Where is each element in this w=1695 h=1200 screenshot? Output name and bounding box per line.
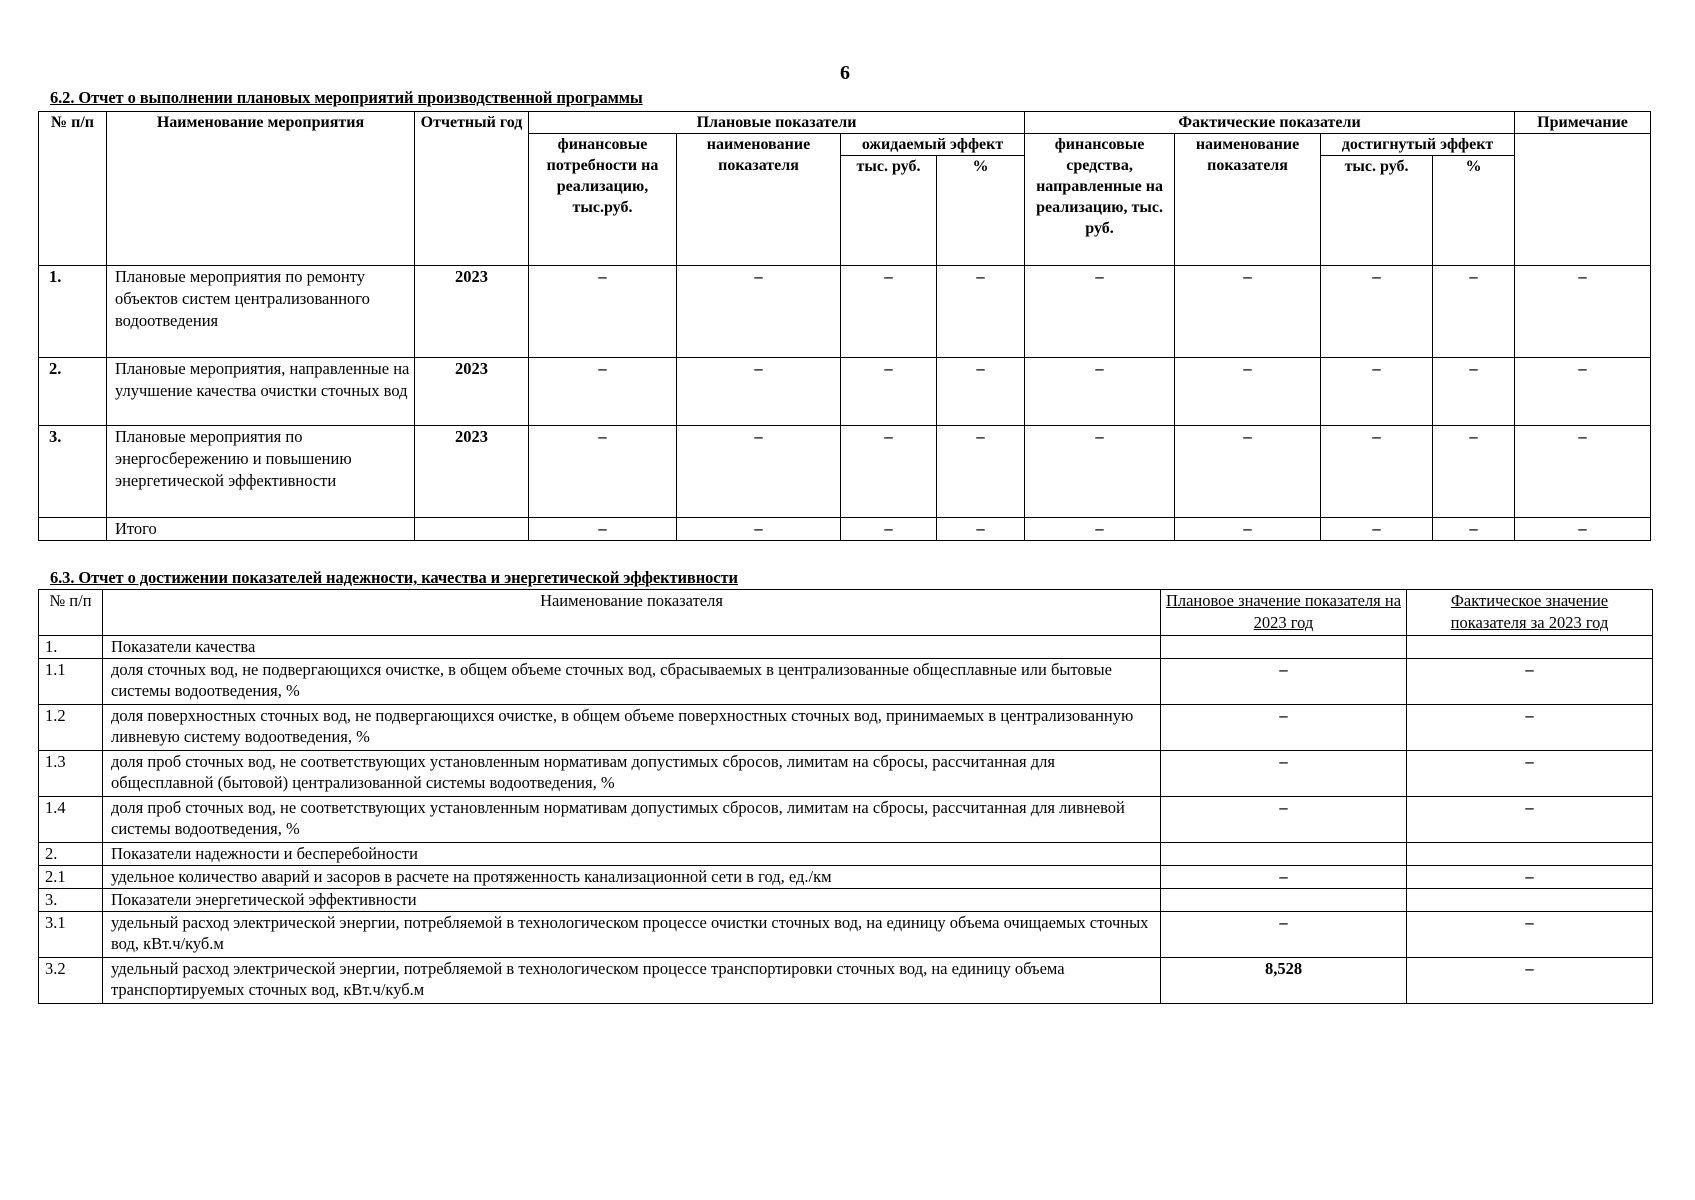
dash-cell: – — [677, 426, 841, 518]
row-actual: – — [1407, 704, 1653, 750]
row-actual: – — [1407, 911, 1653, 957]
planned-fin-header: финансовые потребности на реализацию, тыс.руб. — [529, 134, 677, 266]
actual-fin-header: финансовые средства, направленные на реализацию, тыс. руб. — [1025, 134, 1175, 266]
dash-cell: – — [937, 358, 1025, 426]
dash-cell: – — [1025, 266, 1175, 358]
dash-cell: – — [841, 426, 937, 518]
dash-cell: – — [1515, 426, 1651, 518]
dash-cell: – — [1515, 358, 1651, 426]
row-year: 2023 — [415, 266, 529, 358]
dash-cell: – — [677, 358, 841, 426]
page-number: 6 — [840, 62, 850, 84]
row-num: 1.4 — [39, 796, 103, 842]
dash-cell: – — [1321, 266, 1433, 358]
row-num: 1.2 — [39, 704, 103, 750]
reliability-quality-indicators-table — [38, 589, 1653, 1004]
dash-cell: – — [1025, 358, 1175, 426]
production-program-report-table — [38, 111, 1651, 541]
dash-cell: – — [1175, 358, 1321, 426]
achieved-effect-header: достигнутый эффект — [1321, 134, 1515, 156]
row-year: 2023 — [415, 358, 529, 426]
row-actual: – — [1407, 796, 1653, 842]
row-num: 3.1 — [39, 911, 103, 957]
row-num: 3.2 — [39, 957, 103, 1003]
row-name: Плановые мероприятия по энергосбережению и повышению энергетической эффективности — [107, 426, 415, 518]
col-num-header: № п/п — [39, 112, 107, 266]
dash-cell: – — [1175, 518, 1321, 541]
row-num: 1. — [39, 266, 107, 358]
dash-cell: – — [1433, 358, 1515, 426]
col-name-header: Наименование показателя — [103, 590, 1161, 636]
dash-cell: – — [1433, 518, 1515, 541]
total-num — [39, 518, 107, 541]
row-num: 2. — [39, 842, 103, 865]
row-actual: – — [1407, 750, 1653, 796]
row-name: доля проб сточных вод, не соответствующих установленным нормативам допустимых сбросов, лимитам на сбросы, рассчитанная для общесплавной (бытовой) централизованной системы водоотведения, % — [103, 750, 1161, 796]
row-planned: – — [1161, 704, 1407, 750]
dash-cell: – — [529, 358, 677, 426]
row-name: удельное количество аварий и засоров в расчете на протяженность канализационной сети в год, ед./км — [103, 865, 1161, 888]
total-row — [39, 518, 1651, 541]
table-row — [39, 796, 1653, 842]
table-row — [39, 750, 1653, 796]
col-year-header: Отчетный год — [415, 112, 529, 266]
dash-cell: – — [1515, 266, 1651, 358]
col-num-header: № п/п — [39, 590, 103, 636]
dash-cell: – — [937, 426, 1025, 518]
dash-cell: – — [1321, 426, 1433, 518]
dash-cell: – — [937, 518, 1025, 541]
dash-cell: – — [677, 518, 841, 541]
row-planned: – — [1161, 911, 1407, 957]
row-planned: – — [1161, 865, 1407, 888]
row-name: удельный расход электрической энергии, потребляемой в технологическом процессе транспортировки сточных вод, на единицу объема транспортируемых сточных вод, кВт.ч/куб.м — [103, 957, 1161, 1003]
achieved-thous-rub-header: тыс. руб. — [1321, 156, 1433, 266]
row-num: 2. — [39, 358, 107, 426]
dash-cell: – — [1025, 426, 1175, 518]
row-planned — [1161, 636, 1407, 659]
row-planned: – — [1161, 658, 1407, 704]
row-year: 2023 — [415, 426, 529, 518]
dash-cell: – — [1175, 266, 1321, 358]
row-num: 1.1 — [39, 658, 103, 704]
row-name: доля проб сточных вод, не соответствующих установленным нормативам допустимых сбросов, лимитам на сбросы, рассчитанная для ливневой системы водоотведения, % — [103, 796, 1161, 842]
row-planned — [1161, 888, 1407, 911]
row-planned: – — [1161, 796, 1407, 842]
row-name: доля сточных вод, не подвергающихся очистке, в общем объеме сточных вод, сбрасываемых в централизованные общесплавные или бытовые системы водоотведения, % — [103, 658, 1161, 704]
achieved-percent-header: % — [1433, 156, 1515, 266]
row-num: 3. — [39, 888, 103, 911]
dash-cell: – — [1321, 358, 1433, 426]
table-row — [39, 658, 1653, 704]
table-row — [39, 957, 1653, 1003]
planned-value-header: Плановое значение показателя на 2023 год — [1161, 590, 1407, 636]
row-num: 1.3 — [39, 750, 103, 796]
total-year — [415, 518, 529, 541]
table-row — [39, 358, 1651, 426]
dash-cell: – — [1515, 518, 1651, 541]
section-6-3-title: 6.3. Отчет о достижении показателей надежности, качества и энергетической эффективности — [50, 568, 738, 587]
table-row — [39, 865, 1653, 888]
table-row — [39, 704, 1653, 750]
row-actual — [1407, 842, 1653, 865]
actual-indicators-header: Фактические показатели — [1025, 112, 1515, 134]
row-name: Показатели энергетической эффективности — [103, 888, 1161, 911]
row-name: Показатели качества — [103, 636, 1161, 659]
planned-indicators-header: Плановые показатели — [529, 112, 1025, 134]
expected-thous-rub-header: тыс. руб. — [841, 156, 937, 266]
row-num: 1. — [39, 636, 103, 659]
table-row — [39, 426, 1651, 518]
table-row — [39, 888, 1653, 911]
table-row — [39, 911, 1653, 957]
row-actual: – — [1407, 865, 1653, 888]
dash-cell: – — [1175, 426, 1321, 518]
col-name-header: Наименование мероприятия — [107, 112, 415, 266]
row-name: Плановые мероприятия, направленные на улучшение качества очистки сточных вод — [107, 358, 415, 426]
dash-cell: – — [841, 266, 937, 358]
table-row — [39, 266, 1651, 358]
section-6-2-title: 6.2. Отчет о выполнении плановых мероприятий производственной программы — [50, 88, 643, 107]
row-actual — [1407, 888, 1653, 911]
row-planned: 8,528 — [1161, 957, 1407, 1003]
row-name: Плановые мероприятия по ремонту объектов систем централизованного водоотведения — [107, 266, 415, 358]
row-num: 2.1 — [39, 865, 103, 888]
note-subheader — [1515, 134, 1651, 266]
row-name: удельный расход электрической энергии, потребляемой в технологическом процессе очистки сточных вод, на единицу объема очищаемых сточных вод, кВт.ч/куб.м — [103, 911, 1161, 957]
row-name: доля поверхностных сточных вод, не подвергающихся очистке, в общем объеме поверхностных сточных вод, принимаемых в централизованную ливневую систему водоотведения, % — [103, 704, 1161, 750]
dash-cell: – — [677, 266, 841, 358]
row-num: 3. — [39, 426, 107, 518]
total-label: Итого — [107, 518, 415, 541]
dash-cell: – — [1321, 518, 1433, 541]
planned-indicator-header: наименование показателя — [677, 134, 841, 266]
row-actual: – — [1407, 658, 1653, 704]
dash-cell: – — [529, 426, 677, 518]
dash-cell: – — [937, 266, 1025, 358]
dash-cell: – — [1433, 266, 1515, 358]
dash-cell: – — [841, 518, 937, 541]
table-row — [39, 636, 1653, 659]
expected-effect-header: ожидаемый эффект — [841, 134, 1025, 156]
table-row — [39, 842, 1653, 865]
dash-cell: – — [529, 266, 677, 358]
row-actual: – — [1407, 957, 1653, 1003]
expected-percent-header: % — [937, 156, 1025, 266]
dash-cell: – — [529, 518, 677, 541]
actual-indicator-header: наименование показателя — [1175, 134, 1321, 266]
dash-cell: – — [841, 358, 937, 426]
note-header: Примечание — [1515, 112, 1651, 134]
dash-cell: – — [1433, 426, 1515, 518]
row-name: Показатели надежности и бесперебойности — [103, 842, 1161, 865]
row-planned — [1161, 842, 1407, 865]
row-actual — [1407, 636, 1653, 659]
actual-value-header: Фактическое значение показателя за 2023 год — [1407, 590, 1653, 636]
dash-cell: – — [1025, 518, 1175, 541]
row-planned: – — [1161, 750, 1407, 796]
